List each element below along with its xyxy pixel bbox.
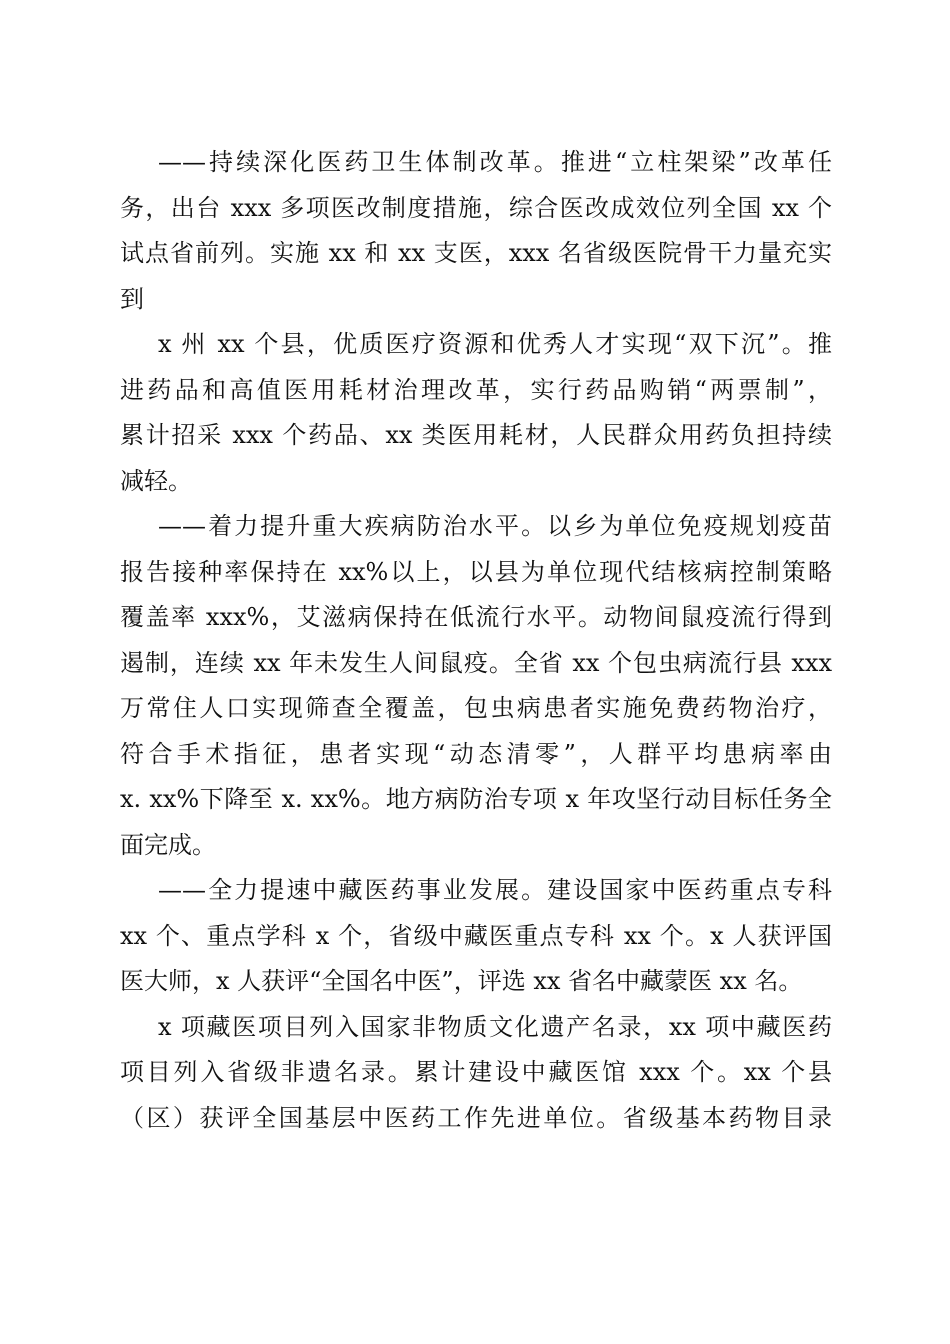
- text-line: 万常住人口实现筛查全覆盖，包虫病患者实施免费药物治疗，: [120, 694, 832, 722]
- text-line: （区）获评全国基层中医药工作先进单位。省级基本药物目录: [120, 1103, 832, 1132]
- text-line: 项目列入省级非遗名录。累计建设中藏医馆 xxx 个。xx 个县: [120, 1058, 832, 1086]
- text-line: 遏制，连续 xx 年未发生人间鼠疫。全省 xx 个包虫病流行县 xxx: [120, 648, 832, 677]
- text-line: 到: [120, 284, 144, 313]
- text-line: 医大师，x 人获评“全国名中医”，评选 xx 省名中藏蒙医 xx 名。: [120, 967, 803, 995]
- text-line: x. xx%下降至 x. xx%。地方病防治专项 x 年攻坚行动目标任务全: [120, 785, 832, 813]
- text-line: 进药品和高值医用耗材治理改革，实行药品购销“两票制”，: [120, 375, 832, 404]
- text-line: ——着力提升重大疾病防治水平。以乡为单位免疫规划疫苗: [158, 512, 832, 540]
- text-line: x 项藏医项目列入国家非物质文化遗产名录，xx 项中藏医药: [158, 1012, 832, 1041]
- text-line: 覆盖率 xxx%，艾滋病保持在低流行水平。动物间鼠疫流行得到: [120, 603, 832, 631]
- text-line: 务，出台 xxx 多项医改制度措施，综合医改成效位列全国 xx 个: [120, 193, 832, 222]
- text-line: xx 个、重点学科 x 个，省级中藏医重点专科 xx 个。x 人获评国: [120, 921, 832, 950]
- text-line: 面完成。: [120, 830, 216, 859]
- text-line: 累计招采 xxx 个药品、xx 类医用耗材，人民群众用药负担持续: [120, 421, 832, 449]
- document-body: [120, 140, 832, 1141]
- text-line: x 州 xx 个县，优质医疗资源和优秀人才实现“双下沉”。推: [158, 330, 832, 358]
- text-line: 报告接种率保持在 xx%以上，以县为单位现代结核病控制策略: [120, 557, 832, 586]
- text-line: 减轻。: [120, 466, 192, 495]
- text-line: 符合手术指征，患者实现“动态清零”，人群平均患病率由: [120, 739, 832, 768]
- text-line: ——全力提速中藏医药事业发展。建设国家中医药重点专科: [158, 876, 832, 904]
- text-line: ——持续深化医药卫生体制改革。推进“立柱架梁”改革任: [158, 148, 832, 176]
- text-line: 试点省前列。实施 xx 和 xx 支医，xxx 名省级医院骨干力量充实: [120, 239, 832, 267]
